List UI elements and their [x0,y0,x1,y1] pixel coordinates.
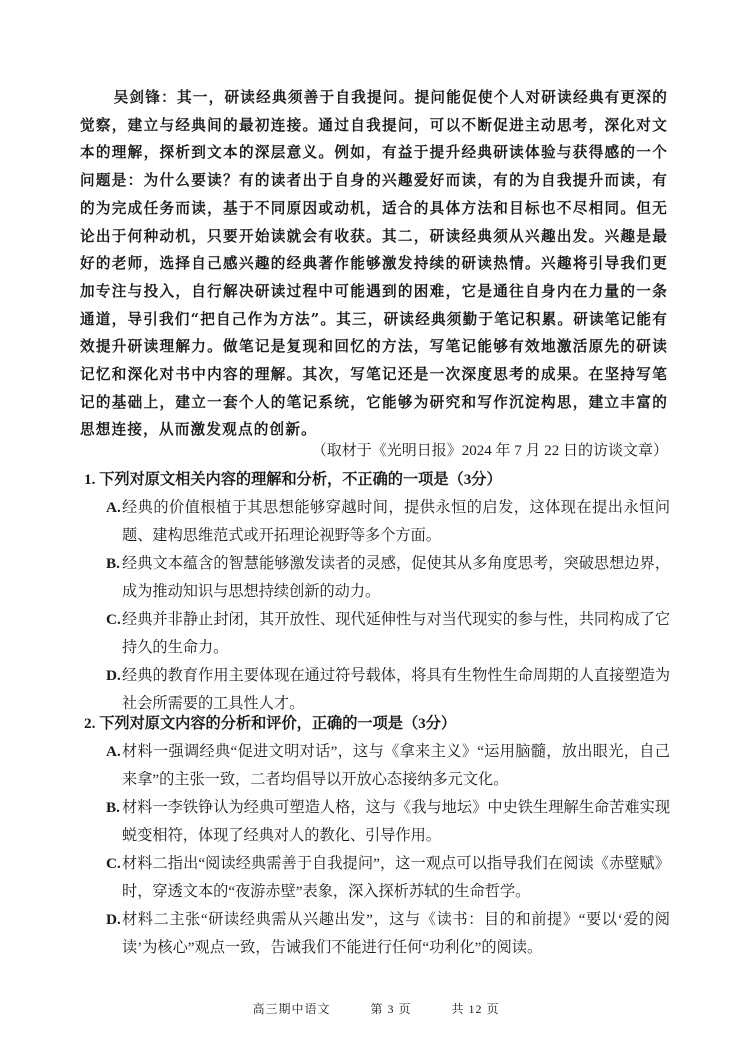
footer-subject: 高三期中语文 [252,1002,331,1016]
option-text: 经典的教育作用主要体现在通过符号载体，将具有生物性生命周期的人直接塑造为社会所需要的工具性人才。 [122,667,670,712]
question-1-option-a [84,494,670,550]
question-1-option-b [84,550,670,606]
option-label: C. [106,855,121,872]
option-text: 材料二主张“研读经典需从兴趣出发”，这与《读书：目的和前提》“要以‘爱的阅读’为核心”观点一致，告诫我们不能进行任何“功利化”的阅读。 [122,911,670,956]
footer-page-number: 第 3 页 [370,1002,412,1016]
option-label: D. [106,911,121,928]
page-footer [0,1000,752,1017]
option-text: 经典的价值根植于其思想能够穿越时间，提供永恒的启发，这体现在提出永恒问题、建构思维范式或开拓理论视野等多个方面。 [122,499,670,544]
option-text: 材料一李铁铮认为经典可塑造人格，这与《我与地坛》中史铁生理解生命苦难实现蜕变相符，体现了经典对人的教化、引导作用。 [122,799,670,844]
option-label: B. [106,799,120,816]
question-2-stem: 2. 下列对原文内容的分析和评价，正确的一项是（3分） [84,715,457,732]
question-1-option-c [84,606,670,662]
passage-paragraph: 吴剑锋：其一，研读经典须善于自我提问。提问能促使个人对研读经典有更深的觉察，建立与经典间的最初连接。通过自我提问，可以不断促进主动思考，深化对文本的理解，探析到文本的深层意义。例如，有益于提升经典研读体验与获得感的一个问题是：为什么要读？有的读者出于自身的兴趣爱好而读，有的为自我提升而读，有的为完成任务而读，基于不同原因或动机，适合的具体方法和目标也不尽相同。但无论出于何种动机，只要开始读就会有收获。其二，研读经典须从兴趣出发。兴趣是最好的老师，选择自己感兴趣的经典著作能够激发持续的研读热情。兴趣将引导我们更加专注与投入，自行解决研读过程中可能遇到的困难，它是通往自身内在力量的一条通道，导引我们“把自己作为方法”。其三，研读经典须勤于笔记积累。研读笔记能有效提升研读理解力。做笔记是复现和回忆的方法，写笔记能够有效地激活原先的研读记忆和深化对书中内容的理解。其次，写笔记还是一次深度思考的成果。在坚持写笔记的基础上，建立一套个人的笔记系统，它能够为研究和写作沉淀构思，建立丰富的思想连接，从而激发观点的创新。 [80,89,668,439]
question-1-stem: 1. 下列对原文相关内容的理解和分析，不正确的一项是（3分） [84,471,502,488]
option-text: 材料二指出“阅读经典需善于自我提问”，这一观点可以指导我们在阅读《赤壁赋》时，穿透文本的“夜游赤壁”表象，深入探析苏轼的生命哲学。 [122,855,670,900]
question-2-option-d [84,906,670,962]
question-2 [84,710,670,962]
question-2-option-b [84,794,670,850]
question-2-option-c [84,850,670,906]
question-1 [84,466,670,718]
source-citation: （取材于《光明日报》2024 年 7 月 22 日的访谈文章） [311,443,668,459]
option-label: A. [106,499,121,516]
option-label: A. [106,743,121,760]
option-text: 经典文本蕴含的智慧能够激发读者的灵感，促使其从多角度思考，突破思想边界，成为推动知识与思想持续创新的动力。 [122,555,670,600]
question-2-option-a [84,738,670,794]
option-text: 材料一强调经典“促进文明对话”，这与《拿来主义》“运用脑髓，放出眼光，自己来拿”的主张一致，二者均倡导以开放心态接纳多元文化。 [122,743,670,788]
option-label: D. [106,667,121,684]
footer-total-pages: 共 12 页 [451,1002,500,1016]
option-label: B. [106,555,120,572]
option-label: C. [106,611,121,628]
option-text: 经典并非静止封闭，其开放性、现代延伸性与对当代现实的参与性，共同构成了它持久的生命力。 [122,611,670,656]
